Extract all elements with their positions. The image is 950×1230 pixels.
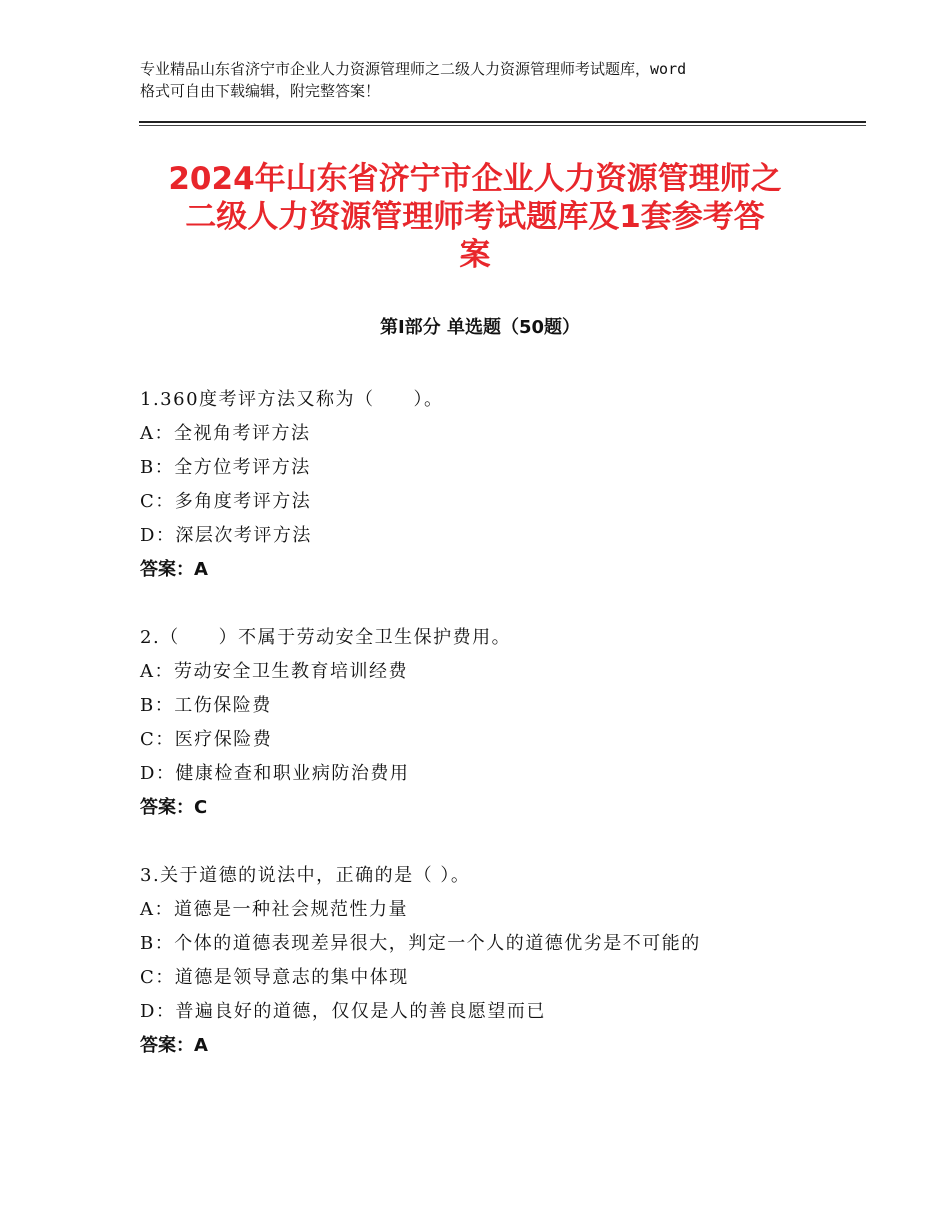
- document-title-line-2: 二级人力资源管理师考试题库及1套参考答: [185, 199, 765, 235]
- header-divider-thin: [139, 125, 866, 126]
- answer-label: 答案：C: [140, 797, 208, 818]
- option-c: C：医疗保险费: [140, 729, 273, 750]
- option-d: D：深层次考评方法: [140, 525, 312, 546]
- section-title: 第Ⅰ部分 单选题（50题）: [379, 317, 580, 338]
- document-title: [130, 160, 820, 274]
- question-stem: 2.（ ）不属于劳动安全卫生保护费用。: [140, 627, 512, 648]
- header-note-line-1: 专业精品山东省济宁市企业人力资源管理师之二级人力资源管理师考试题库，word: [140, 60, 687, 78]
- header-divider-thick: [139, 121, 866, 123]
- header-note: [140, 58, 820, 102]
- document-title-line-3: 案: [459, 237, 491, 273]
- answer-label: 答案：A: [140, 1035, 208, 1056]
- option-a: A：劳动安全卫生教育培训经费: [140, 661, 408, 682]
- option-d: D：普遍良好的道德，仅仅是人的善良愿望而已: [140, 1001, 546, 1022]
- option-a: A：道德是一种社会规范性力量: [140, 899, 408, 920]
- option-a: A：全视角考评方法: [140, 423, 311, 444]
- question-2: [140, 621, 840, 825]
- option-c: C：道德是领导意志的集中体现: [140, 967, 409, 988]
- option-d: D：健康检查和职业病防治费用: [140, 763, 410, 784]
- question-3: [140, 859, 840, 1063]
- answer-label: 答案：A: [140, 559, 208, 580]
- option-b: B：个体的道德表现差异很大，判定一个人的道德优劣是不可能的: [140, 933, 701, 954]
- option-b: B：工伤保险费: [140, 695, 272, 716]
- header-note-line-2: 格式可自由下载编辑，附完整答案！: [140, 82, 381, 100]
- option-c: C：多角度考评方法: [140, 491, 312, 512]
- question-stem: 1.360度考评方法又称为（ ）。: [140, 389, 444, 410]
- question-stem: 3.关于道德的说法中，正确的是（ ）。: [140, 865, 471, 886]
- question-list: [140, 383, 840, 1097]
- document-title-line-1: 2024年山东省济宁市企业人力资源管理师之: [168, 161, 782, 197]
- option-b: B：全方位考评方法: [140, 457, 311, 478]
- question-1: [140, 383, 840, 587]
